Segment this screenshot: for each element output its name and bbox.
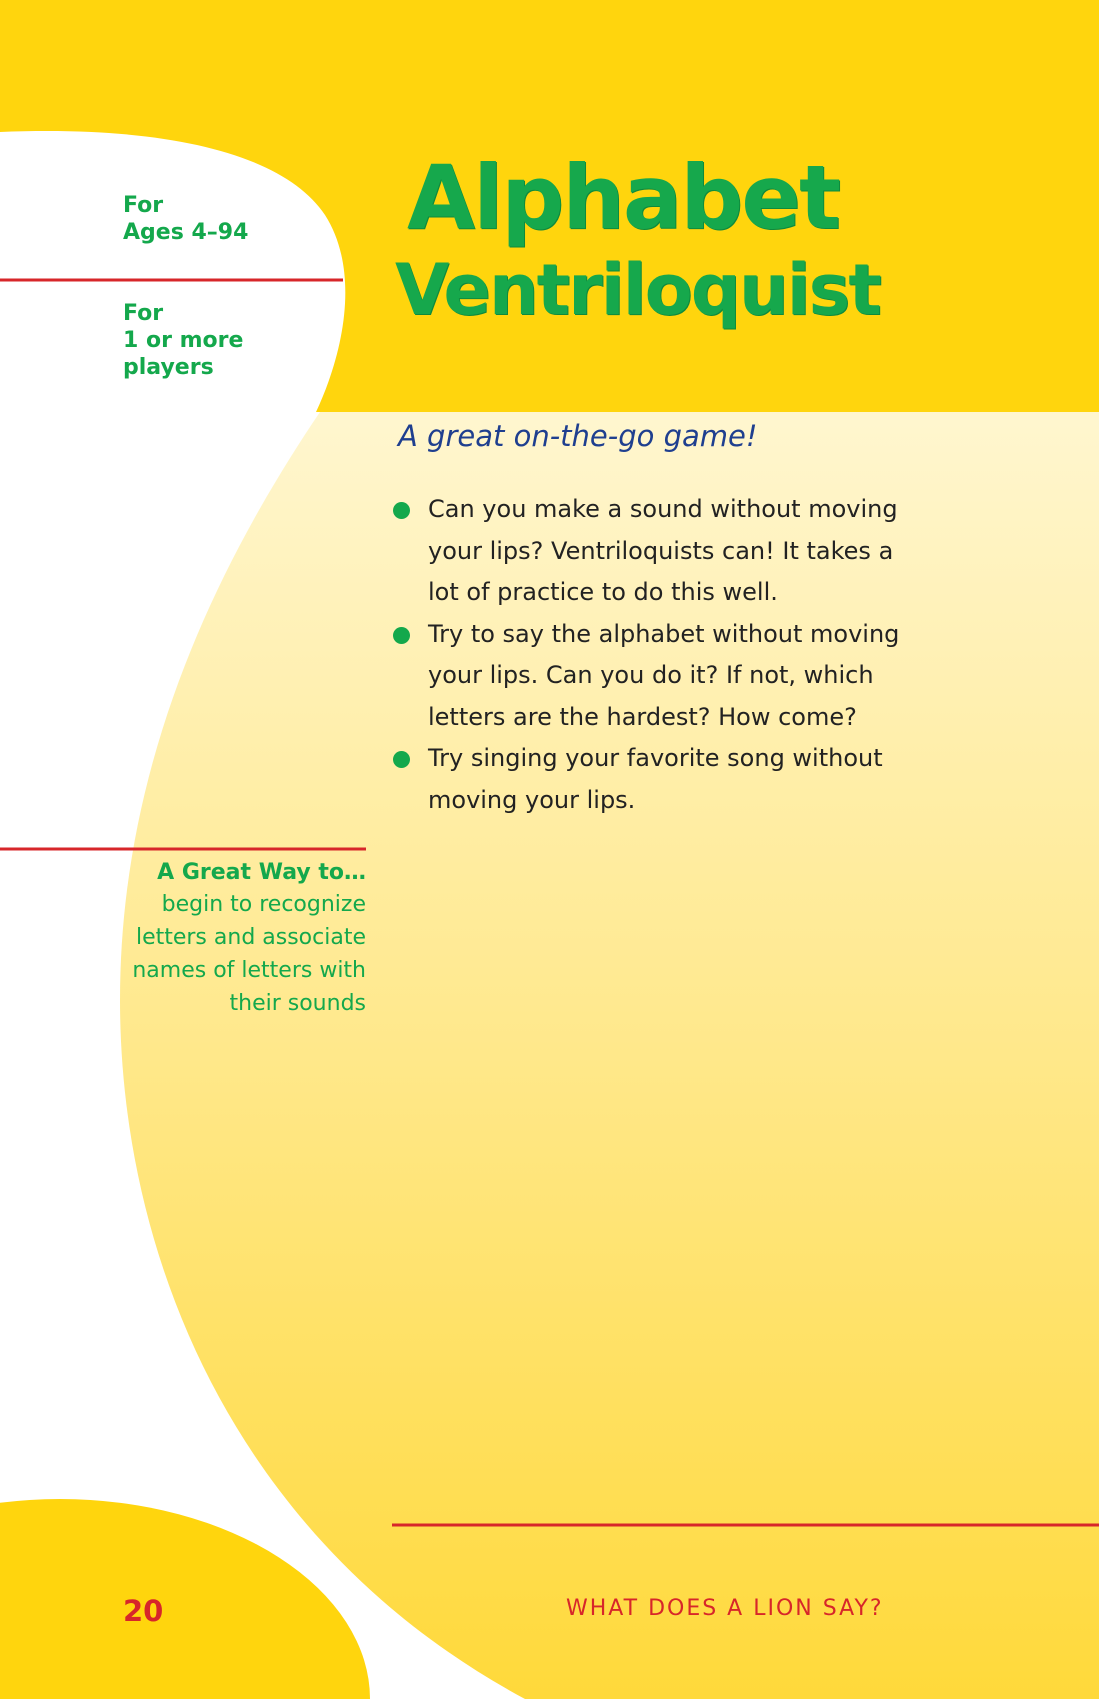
list-item-text: Try to say the alphabet without moving your lips. Can you do it? If not, which letters are the hardest? How come? <box>428 619 900 731</box>
list-item <box>390 489 910 614</box>
great-way-heading: A Great Way to… <box>157 860 366 885</box>
ages-line: For <box>123 193 164 218</box>
list-item-text: Can you make a sound without moving your lips? Ventriloquists can! It takes a lot of practice to do this well. <box>428 495 898 606</box>
game-title-line-2: Ventriloquist <box>395 249 880 331</box>
great-way-body: begin to recognize letters and associate names of letters with their sounds <box>132 892 366 1016</box>
players-label <box>123 300 243 381</box>
list-item <box>390 738 910 821</box>
page-number: 20 <box>123 1594 164 1628</box>
players-line: 1 or more <box>123 328 244 353</box>
players-line: players <box>123 355 214 380</box>
list-item <box>390 614 910 739</box>
running-footer-title: WHAT DOES A LION SAY? <box>566 1596 884 1621</box>
list-item-text: Try singing your favorite song without moving your lips. <box>428 744 883 814</box>
instruction-list <box>390 489 910 821</box>
great-way-box <box>110 858 366 1020</box>
ages-label <box>123 192 248 246</box>
game-title-line-1: Alphabet <box>407 146 840 249</box>
bullet-dot-icon <box>393 627 410 644</box>
players-line: For <box>123 301 164 326</box>
bullet-dot-icon <box>393 502 410 519</box>
tagline: A great on-the-go game! <box>398 419 758 453</box>
ages-line: Ages 4–94 <box>123 220 249 245</box>
bullet-dot-icon <box>393 751 410 768</box>
